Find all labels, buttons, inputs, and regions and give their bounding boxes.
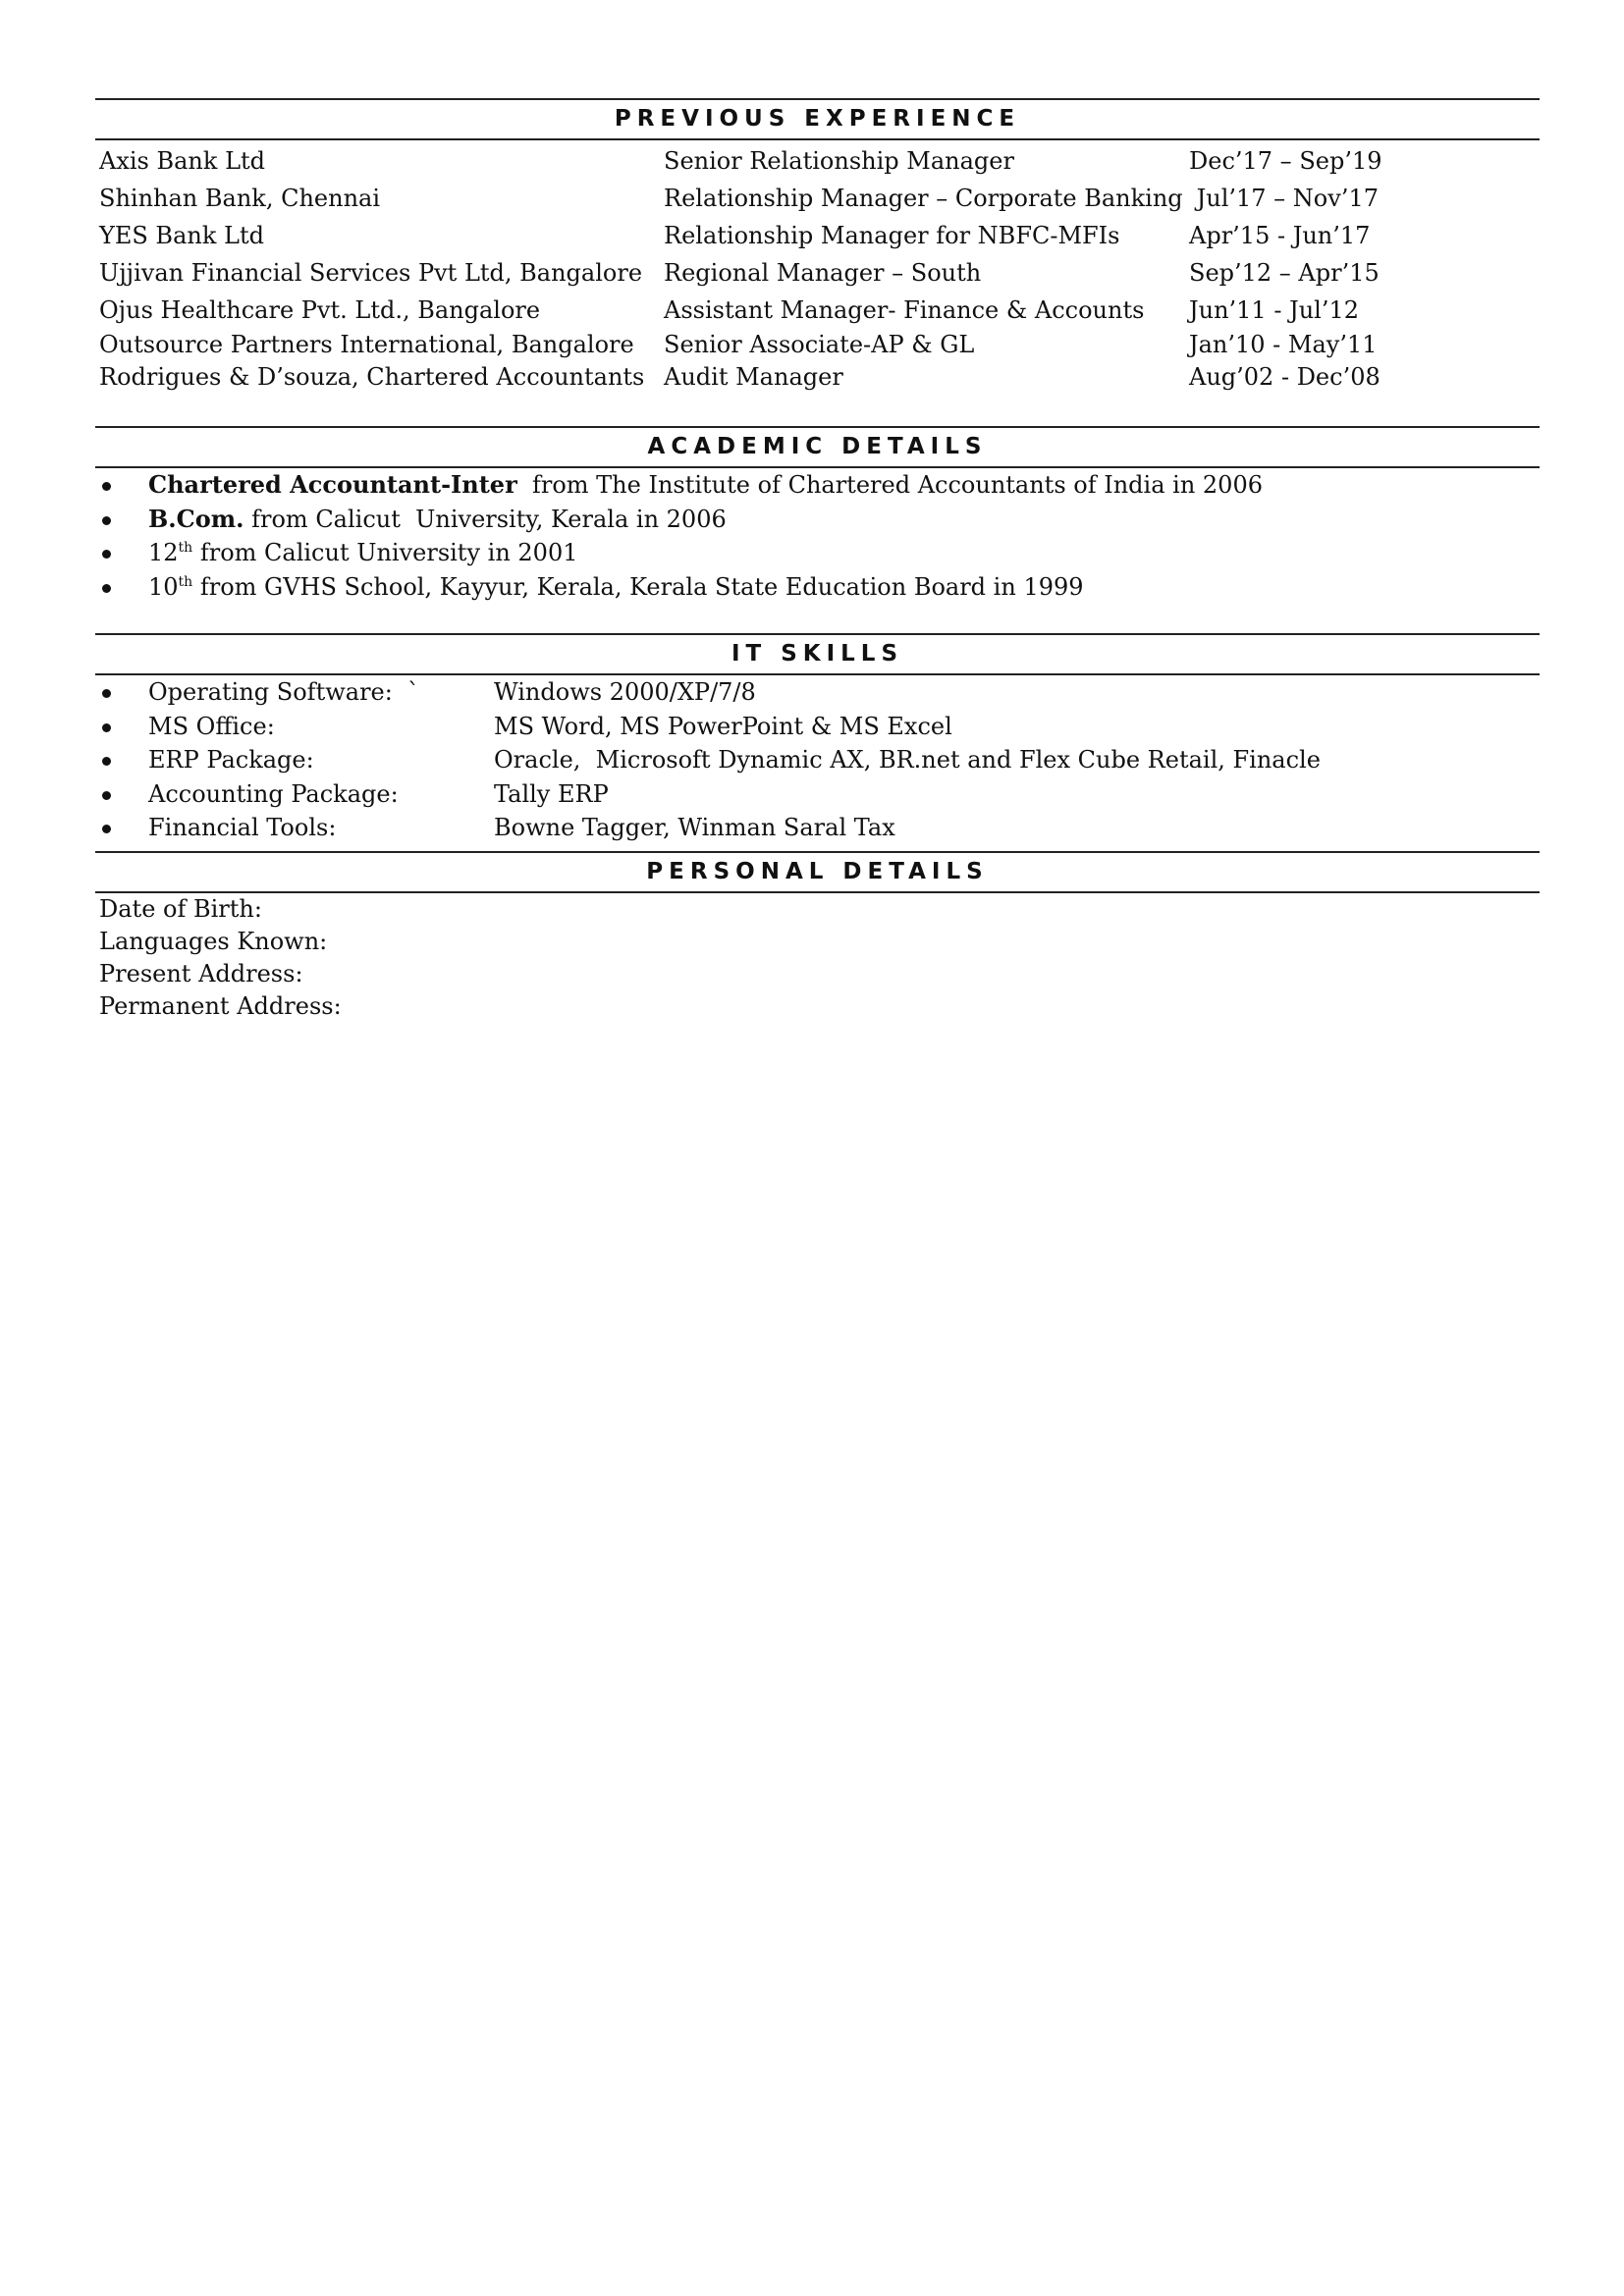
bullet-icon xyxy=(102,791,111,800)
experience-role: Audit Manager xyxy=(664,363,843,391)
resume-content xyxy=(95,98,1540,1023)
bullet-icon xyxy=(102,825,111,833)
academic-detail: from Calicut University in 2001 xyxy=(192,539,578,566)
academic-grade-suffix: th xyxy=(178,573,193,590)
personal-heading: PERSONAL DETAILS xyxy=(95,851,1540,893)
academic-item xyxy=(95,468,1540,503)
experience-dates: Dec’17 – Sep’19 xyxy=(1189,147,1382,175)
experience-company: Axis Bank Ltd xyxy=(99,147,266,175)
experience-row xyxy=(95,361,1540,394)
skill-value: MS Word, MS PowerPoint & MS Excel xyxy=(494,712,952,740)
experience-row xyxy=(95,180,1540,217)
personal-list xyxy=(95,893,1540,1023)
bullet-icon xyxy=(102,689,111,698)
section-spacer xyxy=(95,394,1540,426)
experience-dates: Jul’17 – Nov’17 xyxy=(1189,185,1379,212)
academic-degree: Chartered Accountant-Inter xyxy=(148,470,517,499)
skill-value: Tally ERP xyxy=(494,779,609,808)
bullet-icon xyxy=(102,516,111,525)
academic-grade: 12 xyxy=(148,539,179,566)
experience-company: YES Bank Ltd xyxy=(99,222,264,249)
academic-item xyxy=(95,536,1540,570)
experience-heading: PREVIOUS EXPERIENCE xyxy=(95,98,1540,140)
skill-value: Windows 2000/XP/7/8 xyxy=(494,678,756,706)
personal-field-present-address: Present Address: xyxy=(99,959,303,988)
skill-value: Bowne Tagger, Winman Saral Tax xyxy=(494,814,895,841)
experience-role: Relationship Manager – Corporate Banking xyxy=(664,185,1183,212)
experience-company: Rodrigues & D’souza, Chartered Accountants xyxy=(99,363,645,391)
academic-item xyxy=(95,503,1540,537)
personal-field-permanent-address: Permanent Address: xyxy=(99,991,342,1020)
bullet-icon xyxy=(102,584,111,593)
experience-row xyxy=(95,217,1540,254)
skill-item xyxy=(95,777,1540,812)
skill-item xyxy=(95,743,1540,777)
experience-list xyxy=(95,140,1540,394)
skill-value: Oracle, Microsoft Dynamic AX, BR.net and Flex Cube Retail, Finacle xyxy=(494,746,1321,774)
experience-row xyxy=(95,292,1540,329)
experience-row xyxy=(95,142,1540,180)
skill-item xyxy=(95,811,1540,845)
skill-label: Operating Software: ` xyxy=(148,678,420,706)
experience-role: Senior Associate-AP & GL xyxy=(664,331,975,358)
skill-item xyxy=(95,710,1540,744)
section-spacer xyxy=(95,604,1540,633)
experience-row xyxy=(95,254,1540,292)
bullet-icon xyxy=(102,723,111,732)
experience-role: Senior Relationship Manager xyxy=(664,147,1014,175)
experience-dates: Apr’15 - Jun’17 xyxy=(1189,222,1371,249)
it-skills-list xyxy=(95,675,1540,845)
personal-field-languages: Languages Known: xyxy=(99,927,328,955)
academic-degree: B.Com. xyxy=(148,504,244,533)
experience-dates: Jan’10 - May’11 xyxy=(1189,331,1378,358)
skill-item xyxy=(95,675,1540,710)
experience-dates: Jun’11 - Jul’12 xyxy=(1189,296,1359,324)
experience-company: Ojus Healthcare Pvt. Ltd., Bangalore xyxy=(99,296,541,324)
bullet-icon xyxy=(102,482,111,491)
experience-row xyxy=(95,329,1540,361)
academic-list xyxy=(95,468,1540,604)
academic-detail: from Calicut University, Kerala in 2006 xyxy=(244,505,727,533)
experience-role: Regional Manager – South xyxy=(664,259,982,287)
experience-role: Assistant Manager- Finance & Accounts xyxy=(664,296,1145,324)
personal-field-dob: Date of Birth: xyxy=(99,894,262,923)
academic-item xyxy=(95,570,1540,605)
skill-label: MS Office: xyxy=(148,712,275,740)
academic-grade: 10 xyxy=(148,572,179,601)
experience-company: Shinhan Bank, Chennai xyxy=(99,185,381,212)
experience-role: Relationship Manager for NBFC-MFIs xyxy=(664,222,1120,249)
it-skills-heading: IT SKILLS xyxy=(95,633,1540,675)
experience-dates: Aug’02 - Dec’08 xyxy=(1189,363,1380,391)
experience-dates: Sep’12 – Apr’15 xyxy=(1189,259,1380,287)
academic-detail: from GVHS School, Kayyur, Kerala, Kerala State Education Board in 1999 xyxy=(192,572,1084,601)
skill-label: ERP Package: xyxy=(148,746,314,774)
academic-heading: ACADEMIC DETAILS xyxy=(95,426,1540,468)
bullet-icon xyxy=(102,757,111,766)
bullet-icon xyxy=(102,550,111,559)
experience-company: Outsource Partners International, Bangalore xyxy=(99,331,634,358)
skill-label: Accounting Package: xyxy=(148,779,399,808)
skill-label: Financial Tools: xyxy=(148,814,337,841)
experience-company: Ujjivan Financial Services Pvt Ltd, Bangalore xyxy=(99,259,643,287)
academic-grade-suffix: th xyxy=(178,540,193,556)
academic-detail: from The Institute of Chartered Accountants of India in 2006 xyxy=(516,471,1263,499)
